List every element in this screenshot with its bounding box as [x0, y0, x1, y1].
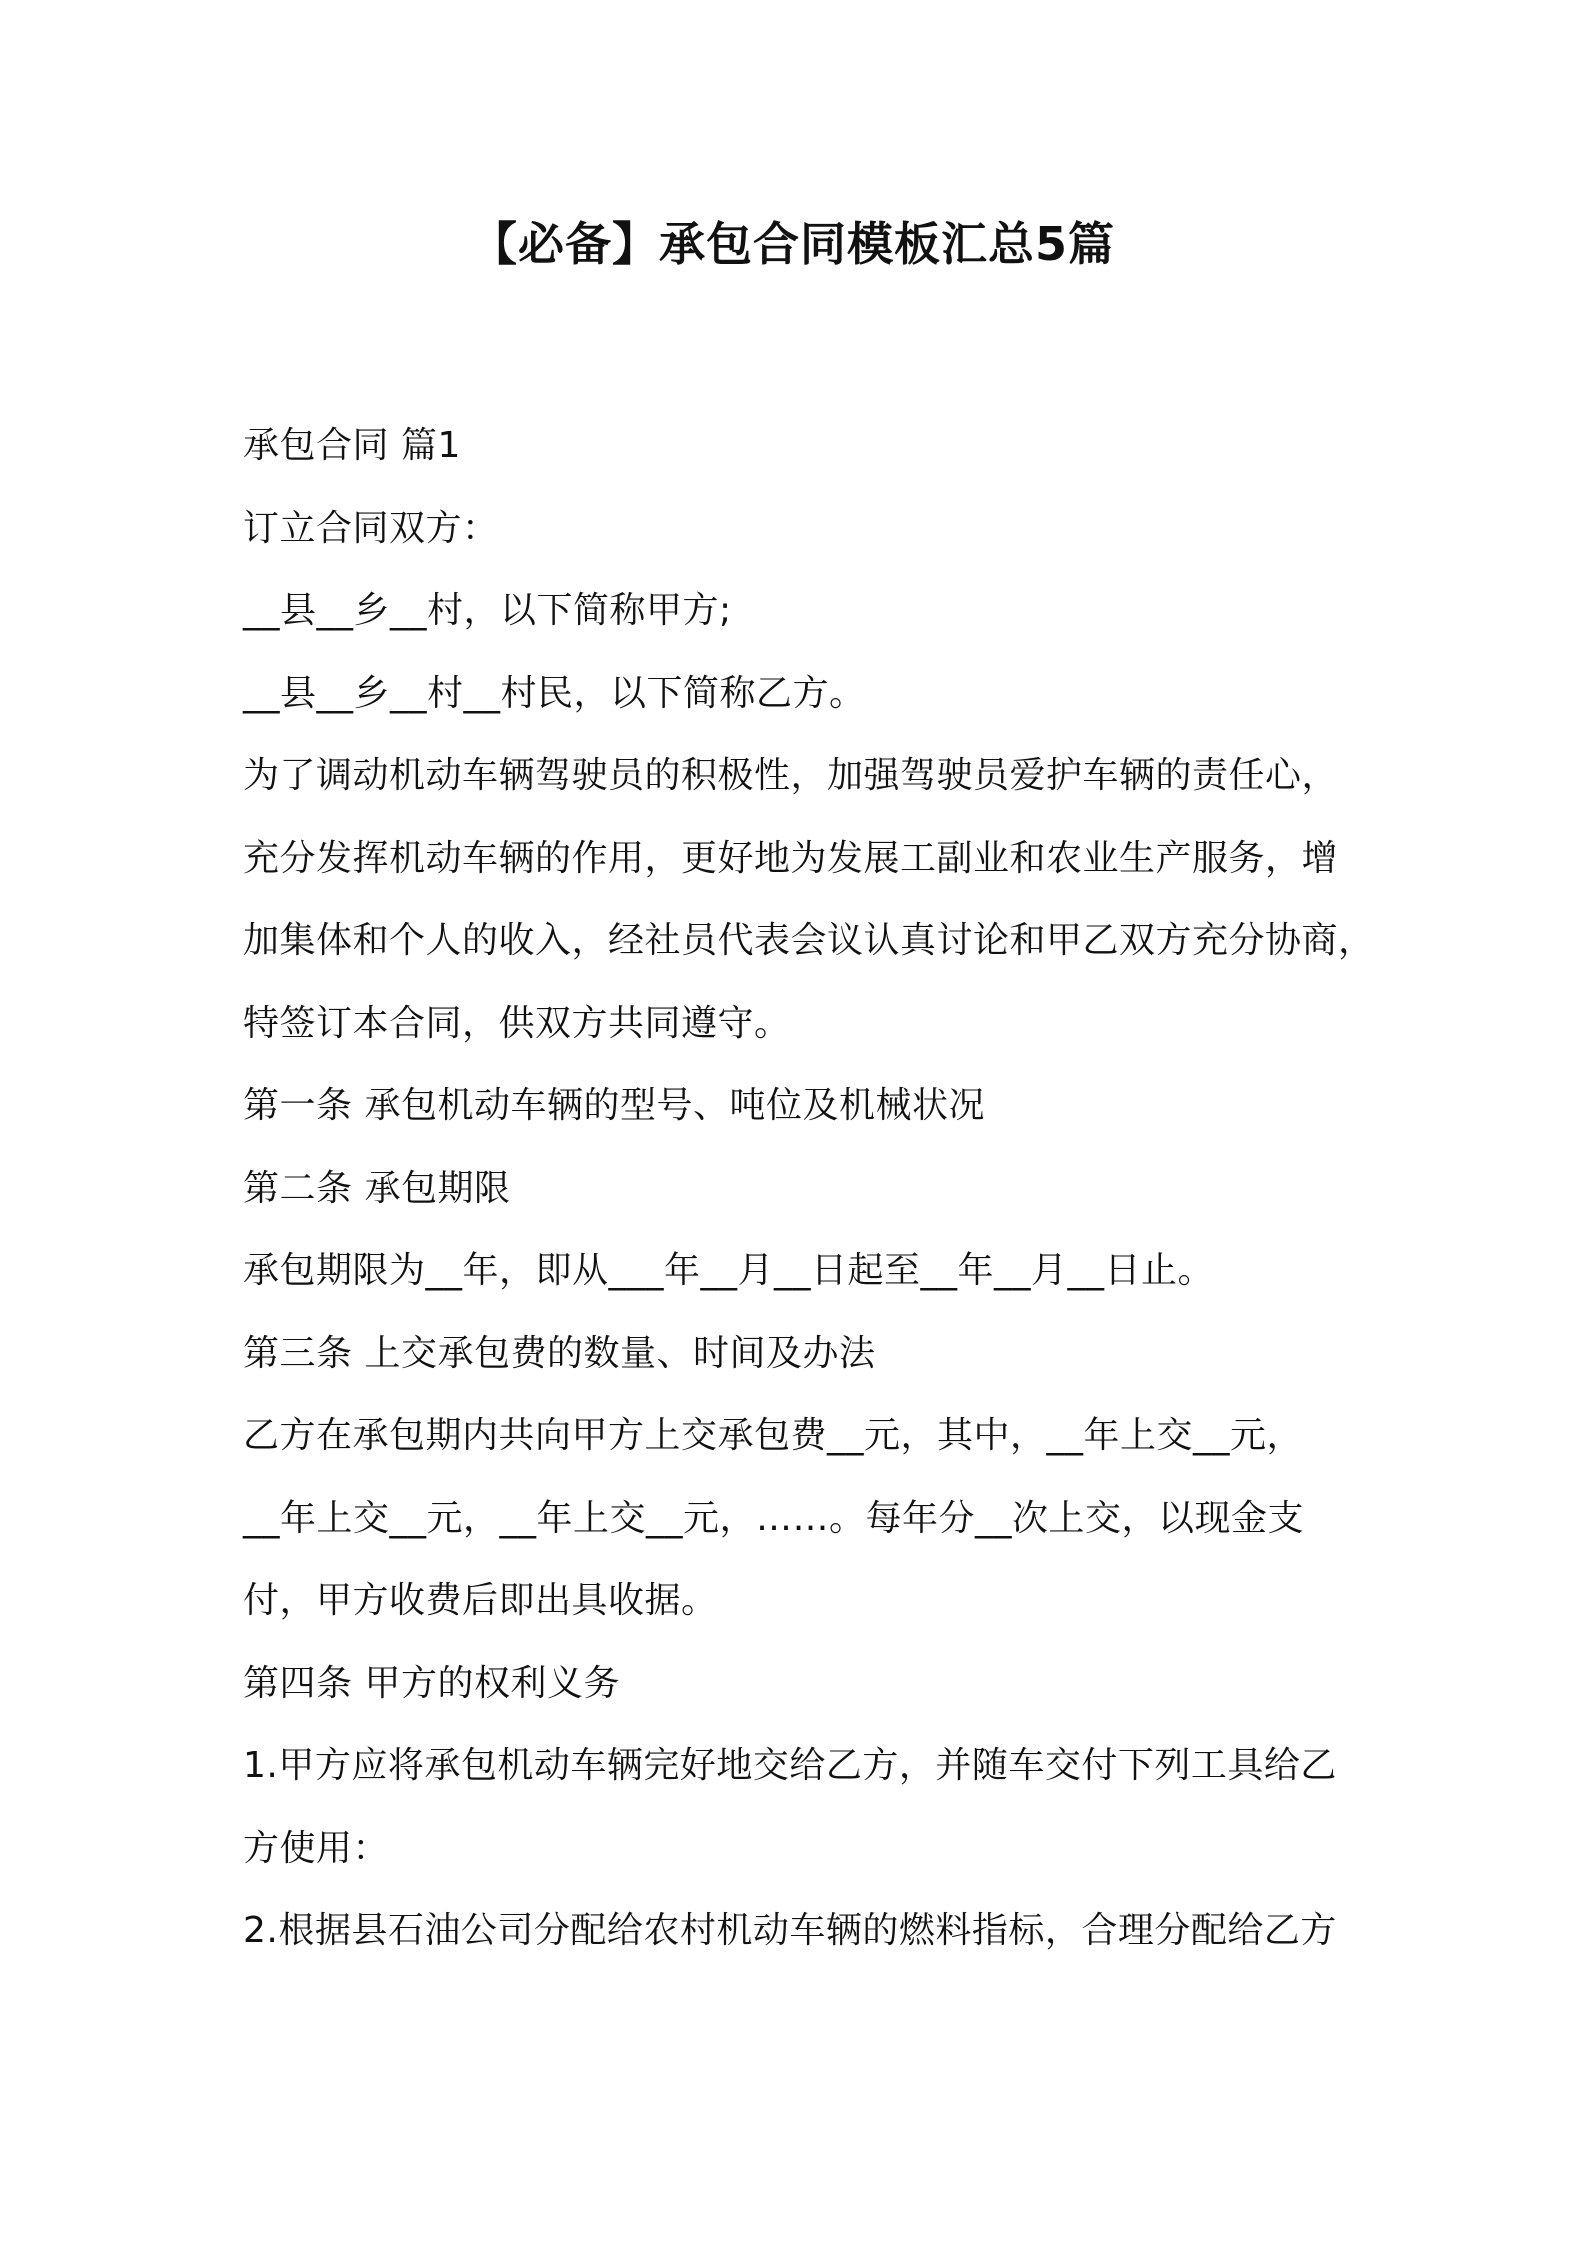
- page-title: 【必备】承包合同模板汇总5篇: [470, 217, 1115, 271]
- article-1-heading: 第一条 承包机动车辆的型号、吨位及机械状况: [243, 1085, 985, 1126]
- article-4-heading: 第四条 甲方的权利义务: [243, 1662, 620, 1704]
- text-line: 充分发挥机动车辆的作用，更好地为发展工副业和农业生产服务，增: [243, 837, 1339, 879]
- text-line: 1.甲方应将承包机动车辆完好地交给乙方，并随车交付下列工具给乙: [243, 1745, 1337, 1786]
- contract-body: [243, 405, 1373, 1973]
- article-2-heading: 第二条 承包期限: [243, 1167, 511, 1209]
- text-line: 订立合同双方：: [243, 507, 499, 549]
- party-b-line: __县__乡__村__村民，以下简称乙方。: [243, 672, 866, 714]
- text-line: 特签订本合同，供双方共同遵守。: [243, 1002, 791, 1044]
- text-line: 加集体和个人的收入，经社员代表会议认真讨论和甲乙双方充分协商，: [243, 920, 1375, 961]
- section-heading-part-1: 承包合同 篇1: [243, 425, 461, 466]
- text-line: 乙方在承包期内共向甲方上交承包费__元，其中，__年上交__元，: [243, 1415, 1304, 1456]
- text-line: 为了调动机动车辆驾驶员的积极性，加强驾驶员爱护车辆的责任心，: [243, 755, 1339, 796]
- text-line: __年上交__元，__年上交__元，……。每年分__次上交，以现金支: [243, 1497, 1305, 1539]
- article-3-heading: 第三条 上交承包费的数量、时间及办法: [243, 1332, 876, 1374]
- text-line: 付，甲方收费后即出具收据。: [243, 1580, 718, 1621]
- party-a-line: __县__乡__村，以下简称甲方;: [243, 590, 732, 631]
- text-line: 2.根据县石油公司分配给农村机动车辆的燃料指标，合理分配给乙方: [243, 1910, 1337, 1951]
- text-line: 承包期限为__年，即从___年__月__日起至__年__月__日止。: [243, 1250, 1215, 1291]
- text-line: 方使用：: [243, 1827, 390, 1869]
